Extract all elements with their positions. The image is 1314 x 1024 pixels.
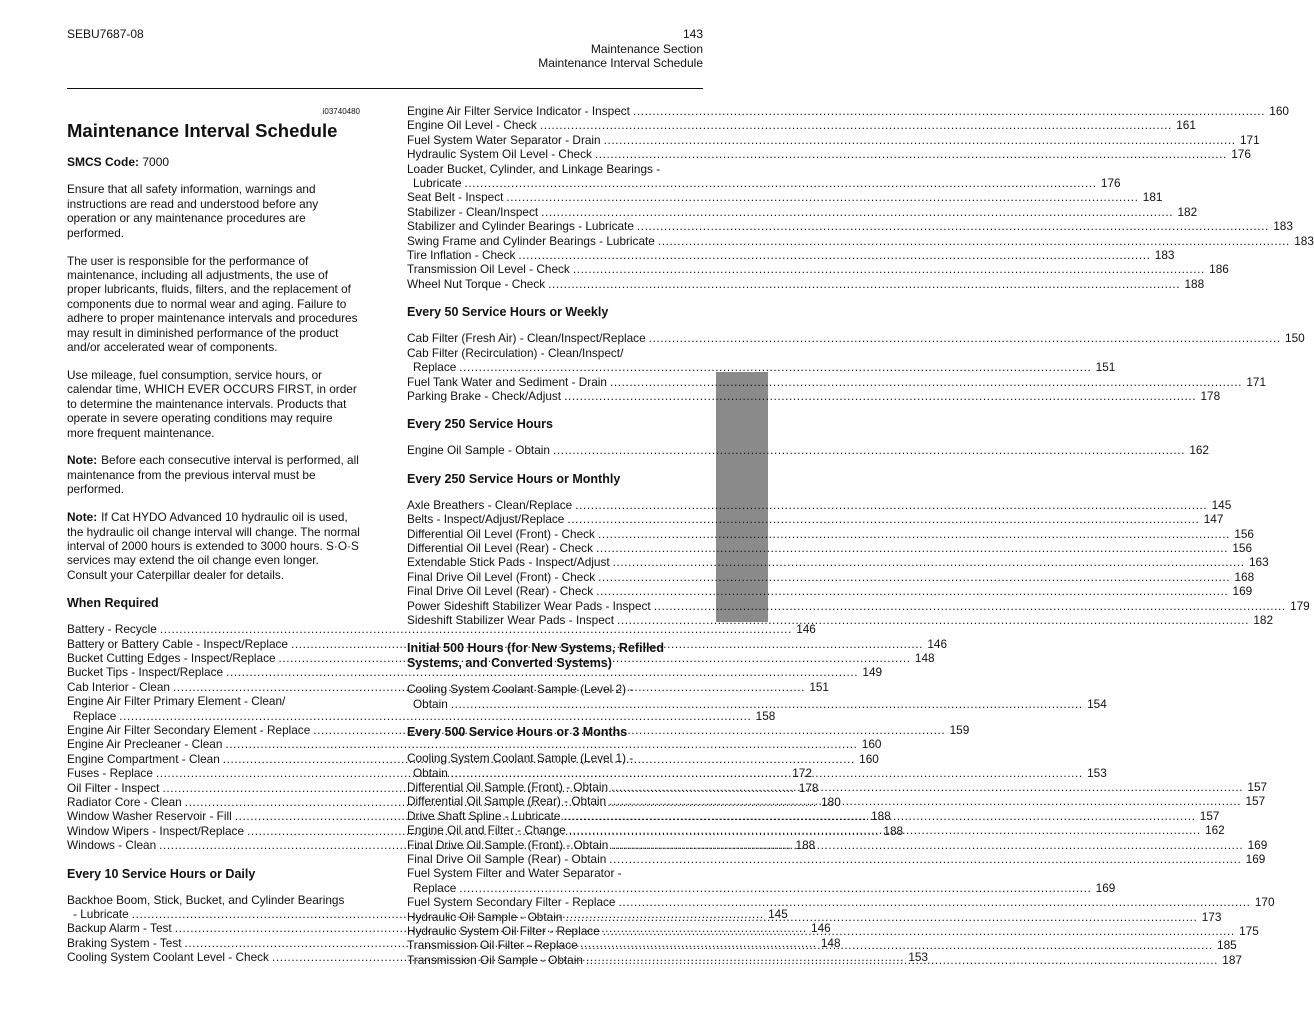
schedule-entry-label: Loader Bucket, Cylinder, and Linkage Bearings - bbox=[407, 161, 661, 176]
page-reference: 148 bbox=[820, 935, 841, 950]
dot-leader bbox=[564, 389, 1196, 403]
page-reference: 151 bbox=[809, 679, 829, 694]
dot-leader bbox=[603, 924, 1235, 938]
smcs-value: 7000 bbox=[142, 155, 170, 169]
page-reference: 186 bbox=[1209, 262, 1229, 277]
dot-leader bbox=[575, 498, 1207, 512]
schedule-entry bbox=[407, 204, 1198, 219]
schedule-entry-label: Oil Filter - Inspect bbox=[67, 780, 160, 795]
schedule-entry bbox=[407, 598, 1310, 613]
dot-leader bbox=[567, 512, 1199, 526]
schedule-entry bbox=[407, 443, 1209, 458]
schedule-entry-label: Radiator Core - Clean bbox=[67, 795, 182, 810]
page-reference: 157 bbox=[1245, 794, 1266, 809]
interval-heading: Initial 500 Hours (for New Systems, Refilled Systems, and Converted Systems) bbox=[407, 641, 665, 671]
dot-leader bbox=[637, 219, 1269, 233]
schedule-entry bbox=[407, 388, 1221, 403]
schedule-entry bbox=[407, 612, 1274, 627]
interval-heading: When Required bbox=[67, 596, 159, 611]
schedule-entry bbox=[407, 176, 1121, 191]
dot-leader bbox=[586, 953, 1218, 967]
schedule-entry-label: Axle Breathers - Clean/Replace bbox=[407, 497, 573, 512]
schedule-entry-label: Final Drive Oil Level (Rear) - Check bbox=[407, 584, 594, 599]
schedule-entry-label: Seat Belt - Inspect bbox=[407, 190, 504, 205]
schedule-entry-label: Parking Brake - Check/Adjust bbox=[407, 388, 562, 403]
page-reference: 157 bbox=[1199, 808, 1220, 823]
page-reference: 146 bbox=[927, 636, 948, 651]
note-text: Before each consecutive interval is performed, all maintenance from the previous interval must be performed. bbox=[67, 453, 359, 497]
page-reference: 169 bbox=[1245, 852, 1266, 867]
schedule-entry bbox=[67, 665, 883, 680]
page-reference: 187 bbox=[1222, 952, 1242, 967]
page-reference: 161 bbox=[1176, 118, 1196, 133]
dot-leader bbox=[565, 910, 1197, 924]
page-reference: 146 bbox=[796, 622, 816, 637]
subsection-name: Maintenance Interval Schedule bbox=[538, 56, 703, 70]
schedule-entry bbox=[407, 248, 1175, 263]
schedule-entry-label: Hydraulic System Oil Filter - Replace bbox=[407, 924, 600, 939]
schedule-entry bbox=[407, 569, 1255, 584]
schedule-entry bbox=[407, 512, 1224, 527]
schedule-entry-continuation: Obtain bbox=[413, 696, 448, 711]
schedule-entry-label: Cooling System Coolant Sample (Level 1) - bbox=[407, 751, 634, 766]
dot-leader bbox=[595, 147, 1227, 161]
schedule-entry-label: Engine Air Filter Secondary Element - Replace bbox=[67, 723, 311, 737]
page-reference: 176 bbox=[1231, 147, 1251, 162]
dot-leader bbox=[609, 794, 1241, 808]
schedule-entry bbox=[407, 190, 1163, 205]
schedule-entry-label: Engine Air Precleaner - Clean bbox=[67, 737, 223, 752]
schedule-entry-label: Backhoe Boom, Stick, Bucket, and Cylinder Bearings bbox=[67, 892, 345, 907]
schedule-entry bbox=[407, 497, 1232, 512]
page-reference: 162 bbox=[1189, 443, 1209, 458]
schedule-entry-label: Cooling System Coolant Sample (Level 2) - bbox=[407, 682, 634, 697]
dot-leader bbox=[658, 234, 1290, 248]
dot-leader bbox=[563, 809, 1195, 823]
dot-leader bbox=[506, 190, 1138, 204]
page-reference: 183 bbox=[1294, 233, 1314, 248]
dot-leader bbox=[611, 838, 1243, 852]
page-reference: 169 bbox=[1247, 837, 1268, 852]
page-reference: 169 bbox=[1232, 584, 1253, 599]
schedule-entry-label: Braking System - Test bbox=[67, 935, 182, 950]
page-reference: 156 bbox=[1234, 526, 1254, 541]
dot-leader bbox=[649, 331, 1281, 345]
schedule-entry-label: Engine Compartment - Clean bbox=[67, 751, 220, 766]
page-reference: 171 bbox=[1239, 132, 1260, 147]
page-reference: 146 bbox=[811, 921, 831, 936]
schedule-entry bbox=[407, 233, 1314, 248]
schedule-entry bbox=[407, 132, 1260, 147]
page-reference: 160 bbox=[1269, 104, 1289, 118]
schedule-entry bbox=[407, 895, 1275, 910]
schedule-entry-label: Bucket Cutting Edges - Inspect/Replace bbox=[67, 650, 276, 665]
page-reference: 145 bbox=[768, 907, 788, 922]
page-reference: 188 bbox=[883, 823, 904, 838]
schedule-entry-label: Window Washer Reservoir - Fill bbox=[67, 809, 232, 824]
schedule-entry bbox=[407, 118, 1196, 133]
page-reference: 171 bbox=[1246, 374, 1267, 389]
schedule-entry-label: Sideshift Stabilizer Wear Pads - Inspect bbox=[407, 612, 614, 627]
schedule-entry-label: Final Drive Oil Level (Front) - Check bbox=[407, 569, 596, 584]
schedule-entry-continuation: Lubricate bbox=[413, 176, 462, 191]
schedule-entry-label: Swing Frame and Cylinder Bearings - Lubricate bbox=[407, 233, 655, 248]
page-reference: 162 bbox=[1205, 823, 1225, 838]
schedule-entry-label: Engine Air Filter Service Indicator - Inspect bbox=[407, 104, 630, 118]
schedule-entry-label: Stabilizer - Clean/Inspect bbox=[407, 204, 539, 219]
schedule-entry-label: Battery or Battery Cable - Inspect/Replace bbox=[67, 636, 288, 651]
schedule-entry-label: Cab Filter (Fresh Air) - Clean/Inspect/Replace bbox=[407, 331, 646, 346]
schedule-entry-label: Drive Shaft Spline - Lubricate bbox=[407, 808, 561, 823]
page-reference: 169 bbox=[1095, 880, 1116, 895]
schedule-entry-label: Engine Oil Level - Check bbox=[407, 118, 537, 133]
page-reference: 147 bbox=[1203, 512, 1224, 527]
interval-heading: Every 250 Service Hours bbox=[407, 417, 553, 432]
schedule-entry-label: Windows - Clean bbox=[67, 838, 157, 853]
schedule-entry bbox=[407, 584, 1253, 599]
schedule-entry bbox=[407, 374, 1267, 389]
schedule-entry-continuation: Replace bbox=[413, 360, 457, 375]
page-reference: 181 bbox=[1142, 190, 1163, 205]
note-text: If Cat HYDO Advanced 10 hydraulic oil is used, the hydraulic oil change interval will change. The normal interval of 2000 hours is extended to 3000 hours. S·O·S services may extend the oil change even longer. Consult your Caterpillar dealer for details. bbox=[67, 510, 360, 582]
schedule-entry-label: Stabilizer and Cylinder Bearings - Lubricate bbox=[407, 219, 634, 234]
dot-leader bbox=[596, 584, 1228, 598]
schedule-entry-label: Transmission Oil Filter - Replace bbox=[407, 938, 578, 953]
page-reference: 178 bbox=[1200, 388, 1221, 403]
schedule-entry bbox=[407, 880, 1116, 895]
section-name: Maintenance Section bbox=[590, 41, 703, 56]
page-reference: 148 bbox=[914, 650, 935, 665]
dot-leader bbox=[596, 541, 1228, 555]
document-id: i03740480 bbox=[322, 107, 360, 116]
page-reference: 168 bbox=[1234, 569, 1255, 584]
schedule-entry-label: Fuel System Filter and Water Separator - bbox=[407, 866, 622, 881]
schedule-entry-label: Tire Inflation - Check bbox=[407, 248, 516, 263]
page-reference: 178 bbox=[798, 780, 819, 795]
interval-heading: Every 50 Service Hours or Weekly bbox=[407, 305, 609, 320]
schedule-entry-continuation: Obtain bbox=[413, 765, 448, 780]
page-reference: 151 bbox=[1095, 360, 1116, 375]
schedule-entry-label: Bucket Tips - Inspect/Replace bbox=[67, 665, 224, 680]
schedule-entry bbox=[407, 696, 1107, 711]
page-reference: 145 bbox=[1211, 497, 1232, 512]
continued-entries bbox=[407, 104, 1314, 291]
schedule-entry-label: Fuel System Secondary Filter - Replace bbox=[407, 895, 616, 910]
page-reference: 153 bbox=[1087, 765, 1107, 780]
page-reference: 170 bbox=[1254, 895, 1275, 910]
dot-leader bbox=[459, 881, 1091, 895]
document-number: SEBU7687-08 bbox=[67, 27, 144, 41]
dot-leader bbox=[604, 133, 1236, 147]
schedule-entry-continuation: - Lubricate bbox=[73, 907, 129, 922]
schedule-entry-label: Cooling System Coolant Level - Check bbox=[67, 950, 269, 965]
interval-heading: Every 250 Service Hours or Monthly bbox=[407, 471, 621, 486]
schedule-entry bbox=[407, 540, 1253, 555]
page-reference: 153 bbox=[908, 950, 928, 965]
page-reference: 183 bbox=[1154, 248, 1175, 263]
page-title: Maintenance Interval Schedule bbox=[67, 120, 338, 141]
page-reference: 154 bbox=[1087, 696, 1107, 711]
schedule-entry bbox=[407, 262, 1229, 277]
dot-leader bbox=[451, 697, 1083, 711]
dot-leader bbox=[609, 852, 1241, 866]
header-divider bbox=[67, 88, 703, 89]
dot-leader bbox=[451, 766, 1083, 780]
dot-leader bbox=[465, 176, 1097, 190]
dot-leader bbox=[541, 205, 1173, 219]
schedule-entry bbox=[407, 104, 1289, 118]
dot-leader bbox=[581, 935, 1213, 952]
schedule-entry-label: Cab Interior - Clean bbox=[67, 679, 170, 694]
schedule-entry bbox=[407, 331, 1305, 346]
page-reference: 173 bbox=[1201, 909, 1222, 924]
page-reference: 150 bbox=[1285, 331, 1305, 346]
dot-leader bbox=[611, 780, 1243, 794]
schedule-entry-label: Cab Filter (Recirculation) - Clean/Inspect/ bbox=[407, 345, 624, 360]
dot-leader bbox=[553, 443, 1185, 457]
page-reference: 183 bbox=[1273, 219, 1293, 234]
page-reference: 185 bbox=[1217, 938, 1237, 953]
dot-leader bbox=[540, 118, 1172, 132]
schedule-entry bbox=[67, 708, 776, 723]
safety-paragraph: Ensure that all safety information, warnings and instructions are read and understood before any operation or any maintenance procedures are performed. bbox=[67, 182, 319, 240]
schedule-entry-label: Final Drive Oil Sample (Front) - Obtain bbox=[407, 837, 609, 852]
page-reference: 156 bbox=[1232, 540, 1253, 555]
dot-leader bbox=[598, 570, 1230, 584]
schedule-entry bbox=[407, 526, 1254, 541]
schedule-entry-label: Final Drive Oil Sample (Rear) - Obtain bbox=[407, 852, 607, 867]
schedule-entry bbox=[67, 636, 948, 651]
page-reference: 163 bbox=[1248, 555, 1269, 570]
schedule-entry bbox=[407, 276, 1205, 291]
page-reference: 179 bbox=[1290, 598, 1310, 613]
schedule-entry bbox=[407, 360, 1116, 375]
schedule-entry-continuation: Replace bbox=[413, 880, 457, 895]
page-reference: 180 bbox=[821, 795, 841, 810]
smcs-label: SMCS Code: bbox=[67, 155, 139, 169]
schedule-entry bbox=[407, 555, 1269, 570]
schedule-entry-label: Differential Oil Level (Rear) - Check bbox=[407, 540, 593, 555]
schedule-entry-label: Battery - Recycle bbox=[67, 622, 157, 637]
schedule-entry-label: Belts - Inspect/Adjust/Replace bbox=[407, 512, 565, 527]
dot-leader bbox=[573, 262, 1205, 276]
smcs-code bbox=[67, 155, 360, 169]
interval-paragraph: Use mileage, fuel consumption, service hours, or calendar time, WHICH EVER OCCURS FIRST, in order to determine the maintenance intervals. Products that operate in severe operating conditions may require more frequent maintenance. bbox=[67, 367, 357, 440]
schedule-entry-label: Engine Oil Sample - Obtain bbox=[407, 443, 550, 458]
dot-leader bbox=[518, 248, 1150, 262]
page-reference: 182 bbox=[1253, 612, 1274, 627]
schedule-entry-label: Engine Oil and Filter - Change bbox=[407, 823, 566, 838]
page-reference: 157 bbox=[1247, 780, 1268, 794]
page-header bbox=[538, 27, 703, 71]
schedule-entry bbox=[67, 737, 882, 752]
dot-leader bbox=[569, 823, 1201, 837]
dot-leader bbox=[548, 277, 1180, 291]
schedule-entry-label: Backup Alarm - Test bbox=[67, 921, 172, 936]
note-label: Note: bbox=[67, 453, 98, 468]
page-reference: 160 bbox=[861, 737, 882, 752]
dot-leader bbox=[459, 360, 1091, 374]
schedule-entry-label: Differential Oil Sample (Front) - Obtain bbox=[407, 780, 609, 794]
page-reference: 159 bbox=[949, 723, 970, 737]
schedule-entry-label: Fuel Tank Water and Sediment - Drain bbox=[407, 374, 607, 389]
page-reference: 188 bbox=[871, 809, 891, 824]
dot-leader bbox=[654, 599, 1286, 613]
page-reference: 188 bbox=[1184, 276, 1205, 291]
page-reference: 172 bbox=[792, 766, 812, 781]
page-reference: 175 bbox=[1239, 924, 1259, 939]
schedule-entry-label: Fuel System Water Separator - Drain bbox=[407, 132, 601, 147]
note-previous-interval bbox=[67, 453, 360, 496]
schedule-entry-label: Hydraulic System Oil Level - Check bbox=[407, 147, 592, 162]
schedule-entry-label: Window Wipers - Inspect/Replace bbox=[67, 823, 245, 838]
page-reference: 188 bbox=[795, 838, 816, 853]
dot-leader bbox=[619, 895, 1251, 909]
schedule-entry-label: Fuses - Replace bbox=[67, 766, 153, 781]
page-reference: 158 bbox=[755, 708, 776, 723]
schedule-entry-label: Differential Oil Level (Front) - Check bbox=[407, 526, 595, 541]
note-hydo-oil bbox=[67, 510, 360, 582]
page-reference: 160 bbox=[859, 751, 879, 766]
schedule-entry-label: Extendable Stick Pads - Inspect/Adjust bbox=[407, 555, 610, 570]
dot-leader bbox=[633, 104, 1265, 118]
schedule-entry-continuation: Replace bbox=[73, 708, 117, 723]
interval-heading: Every 500 Service Hours or 3 Months bbox=[407, 725, 628, 740]
schedule-entry-label: Power Sideshift Stabilizer Wear Pads - Inspect bbox=[407, 598, 651, 613]
schedule-entry bbox=[407, 852, 1266, 867]
schedule-entry-label: Engine Air Filter Primary Element - Clean/ bbox=[67, 694, 286, 709]
page-reference: 182 bbox=[1177, 204, 1198, 219]
schedule-entry-label: Hydraulic Oil Sample - Obtain bbox=[407, 909, 563, 924]
page-number: 143 bbox=[682, 27, 703, 41]
schedule-entry-label: Differential Oil Sample (Rear) - Obtain bbox=[407, 794, 607, 809]
page-reference: 149 bbox=[862, 665, 883, 680]
dot-leader bbox=[613, 555, 1245, 569]
dot-leader bbox=[610, 375, 1242, 389]
page-reference: 176 bbox=[1100, 176, 1121, 191]
responsibility-paragraph: The user is responsible for the performance of maintenance, including all adjustments, the use of proper lubricants, fluids, filters, and the replacement of components due to normal wear and aging. Failure to adhere to proper maintenance intervals and procedures may result in diminished performance of the product and/or accelerated wear of components. bbox=[67, 253, 358, 354]
dot-leader bbox=[617, 613, 1249, 627]
schedule-entry-label: Transmission Oil Level - Check bbox=[407, 262, 570, 277]
schedule-entry bbox=[407, 219, 1293, 234]
schedule-entry bbox=[67, 622, 816, 637]
schedule-entry-label: Transmission Oil Sample - Obtain bbox=[407, 952, 583, 967]
schedule-entry bbox=[407, 147, 1251, 162]
dot-leader bbox=[598, 527, 1230, 541]
interval-heading: Every 10 Service Hours or Daily bbox=[67, 866, 256, 881]
note-label: Note: bbox=[67, 510, 98, 525]
schedule-entry-label: Wheel Nut Torque - Check bbox=[407, 276, 546, 291]
